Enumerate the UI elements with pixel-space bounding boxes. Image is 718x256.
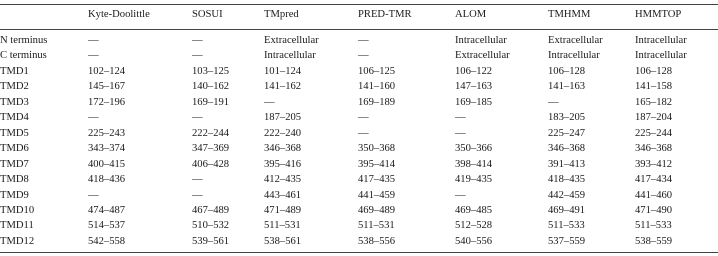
table-cell: 141–163	[548, 81, 586, 93]
table-cell: 346–368	[264, 143, 302, 155]
row-label: TMD11	[0, 220, 34, 232]
table-cell: 540–556	[455, 235, 493, 247]
table-cell: 343–374	[88, 143, 126, 155]
table-cell: 169–185	[455, 96, 493, 108]
table-cell: 172–196	[88, 96, 126, 108]
table-cell: —	[358, 127, 369, 139]
table-cell: 511–533	[635, 220, 672, 232]
table-cell: 471–490	[635, 204, 673, 216]
row-label: TMD12	[0, 235, 35, 247]
table-cell: 183–205	[548, 112, 586, 124]
table-cell: —	[192, 35, 203, 46]
table-cell: 393–412	[635, 158, 673, 170]
table-cell: 222–244	[192, 127, 230, 139]
table-cell: 538–561	[264, 235, 302, 247]
table-body	[0, 30, 718, 249]
table-cell: 398–414	[455, 158, 493, 170]
table-cell: 469–489	[358, 204, 396, 216]
table-row	[0, 33, 718, 48]
table-cell: 441–459	[358, 189, 396, 201]
table-cell: 471–489	[264, 204, 302, 216]
table-cell: 169–191	[192, 96, 230, 108]
row-label: TMD10	[0, 204, 35, 216]
table-cell: 141–162	[264, 81, 302, 93]
column-header-tmpred: TMpred	[264, 9, 299, 20]
table-cell: 141–160	[358, 81, 396, 93]
table-cell: 391–413	[548, 158, 586, 170]
table-cell: —	[192, 174, 203, 186]
table-cell: 442–459	[548, 189, 586, 201]
table-cell: 469–491	[548, 204, 586, 216]
table-cell: 467–489	[192, 204, 230, 216]
table-cell: 347–369	[192, 143, 230, 155]
table-cell: Intracellular	[635, 35, 687, 46]
table-cell: 225–243	[88, 127, 126, 139]
table-cell: 140–162	[192, 81, 230, 93]
table-row	[0, 110, 718, 125]
row-label: N terminus	[0, 35, 48, 46]
table-cell: 417–435	[358, 174, 396, 186]
table-row	[0, 64, 718, 79]
table-cell: 538–559	[635, 235, 673, 247]
table-header-row	[0, 0, 718, 30]
table-row	[0, 48, 718, 63]
table-cell: 395–416	[264, 158, 302, 170]
table-cell: —	[455, 189, 466, 201]
table-row	[0, 126, 718, 141]
table-cell: 106–128	[635, 65, 673, 77]
table-cell: —	[455, 127, 466, 139]
table-cell: 165–182	[635, 96, 673, 108]
table-cell: 346–368	[635, 143, 673, 155]
column-header-sosui: SOSUI	[192, 9, 223, 20]
table-cell: 514–537	[88, 220, 126, 232]
table-cell: Extracellular	[264, 35, 319, 46]
row-label: TMD7	[0, 158, 29, 170]
table-row	[0, 172, 718, 187]
row-label: TMD3	[0, 96, 29, 108]
table-cell: 539–561	[192, 235, 230, 247]
table-cell: —	[192, 50, 203, 62]
table-cell: —	[192, 112, 203, 124]
table-cell: 147–163	[455, 81, 493, 93]
table-cell: 187–205	[264, 112, 302, 124]
table-cell: 542–558	[88, 235, 126, 247]
table-cell: 406–428	[192, 158, 230, 170]
table-cell: 145–167	[88, 81, 126, 93]
table-cell: Extracellular	[548, 35, 603, 46]
column-header-hmmtop: HMMTOP	[635, 9, 682, 20]
table-cell: 102–124	[88, 65, 126, 77]
table-cell: 537–559	[548, 235, 586, 247]
table-cell: Intracellular	[455, 35, 507, 46]
table-cell: —	[88, 112, 99, 124]
table-cell: 106–128	[548, 65, 586, 77]
column-header-kyte-doolittle: Kyte-Doolittle	[88, 9, 150, 20]
table-row	[0, 203, 718, 218]
table-cell: —	[88, 50, 99, 62]
table-cell: 225–247	[548, 127, 586, 139]
table-row	[0, 218, 718, 233]
row-label: TMD6	[0, 143, 29, 155]
column-header-row-label	[0, 0, 88, 30]
table-cell: —	[358, 50, 369, 62]
row-label: TMD4	[0, 112, 29, 124]
table-cell: Intracellular	[548, 50, 600, 62]
table-cell: 511–531	[358, 220, 395, 232]
table-cell: Extracellular	[455, 50, 510, 62]
table-cell: 510–532	[192, 220, 230, 232]
table-cell: 103–125	[192, 65, 230, 77]
table-cell: 538–556	[358, 235, 396, 247]
table-row	[0, 157, 718, 172]
table-cell: —	[455, 112, 466, 124]
table-cell: 418–436	[88, 174, 126, 186]
table-row	[0, 95, 718, 110]
row-label: TMD2	[0, 81, 29, 93]
table-cell: 474–487	[88, 204, 126, 216]
table-cell: 346–368	[548, 143, 586, 155]
table-row	[0, 79, 718, 94]
table-cell: —	[358, 112, 369, 124]
table-cell: 511–531	[264, 220, 301, 232]
table-cell: 443–461	[264, 189, 302, 201]
table-cell: —	[358, 35, 369, 46]
table-row	[0, 141, 718, 156]
column-header-pred-tmr: PRED-TMR	[358, 9, 412, 20]
table-cell: 187–204	[635, 112, 673, 124]
table-cell: 418–435	[548, 174, 586, 186]
row-label: C terminus	[0, 50, 47, 62]
table-cell: 106–122	[455, 65, 493, 77]
row-label: TMD5	[0, 127, 29, 139]
table-row	[0, 234, 718, 249]
table-cell: 412–435	[264, 174, 302, 186]
row-label: TMD8	[0, 174, 29, 186]
table-cell: 395–414	[358, 158, 396, 170]
table-cell: 106–125	[358, 65, 396, 77]
table-cell: 169–189	[358, 96, 396, 108]
table-cell: Intracellular	[635, 50, 687, 62]
table-cell: 141–158	[635, 81, 673, 93]
table-cell: 400–415	[88, 158, 126, 170]
table-cell: 222–240	[264, 127, 302, 139]
column-header-alom: ALOM	[455, 9, 487, 20]
table-cell: 350–368	[358, 143, 396, 155]
table-cell: 101–124	[264, 65, 302, 77]
table-cell: 225–244	[635, 127, 673, 139]
table-cell: —	[548, 96, 559, 108]
table-cell: 511–533	[548, 220, 585, 232]
column-header-tmhmm: TMHMM	[548, 9, 591, 20]
table-cell: —	[88, 189, 99, 201]
table-cell: 512–528	[455, 220, 493, 232]
table-cell: —	[88, 35, 99, 46]
table-cell: 350–366	[455, 143, 493, 155]
table-cell: —	[192, 189, 203, 201]
row-label: TMD1	[0, 65, 29, 77]
table-cell: 419–435	[455, 174, 493, 186]
table-cell: —	[264, 96, 275, 108]
table-cell: 469–485	[455, 204, 493, 216]
row-label: TMD9	[0, 189, 29, 201]
table-cell: Intracellular	[264, 50, 316, 62]
table-row	[0, 188, 718, 203]
table-bottom-rule	[0, 252, 718, 253]
table-cell: 441–460	[635, 189, 673, 201]
table-cell: 417–434	[635, 174, 673, 186]
